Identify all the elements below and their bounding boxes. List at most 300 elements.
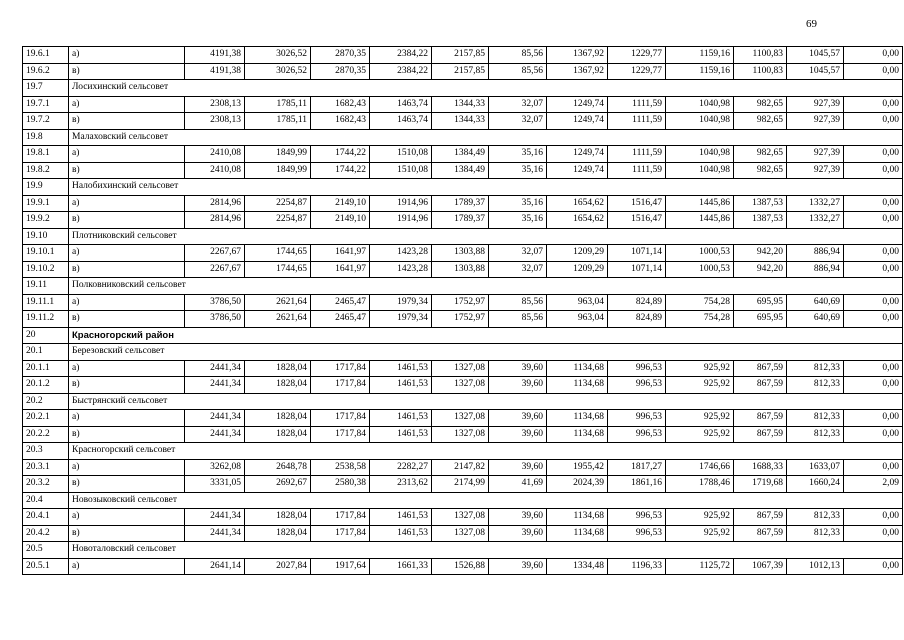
value-cell: 1828,04 (245, 509, 311, 526)
value-cell: 1717,84 (311, 525, 370, 542)
value-cell: 1752,97 (432, 294, 489, 311)
value-cell: 2648,78 (245, 459, 311, 476)
value-cell: 0,00 (844, 245, 903, 262)
value-cell: 1134,68 (547, 410, 608, 427)
row-code: 20.3.1 (23, 459, 69, 476)
row-code: 20.5.1 (23, 558, 69, 575)
row-code: 19.7.2 (23, 113, 69, 130)
value-cell: 2814,96 (185, 195, 245, 212)
row-subtype: а) (69, 47, 185, 64)
value-cell: 1040,98 (666, 113, 734, 130)
value-cell: 1788,46 (666, 476, 734, 493)
row-subtype: в) (69, 162, 185, 179)
row-subtype: а) (69, 195, 185, 212)
value-cell: 1717,84 (311, 426, 370, 443)
value-cell: 996,53 (608, 525, 666, 542)
value-cell: 867,59 (734, 426, 787, 443)
table-row (23, 162, 903, 179)
value-cell: 32,07 (489, 96, 547, 113)
table-row (23, 294, 903, 311)
value-cell: 1849,99 (245, 162, 311, 179)
value-cell: 1134,68 (547, 426, 608, 443)
section-name: Плотниковский сельсовет (69, 228, 903, 245)
row-code: 20.1.1 (23, 360, 69, 377)
value-cell: 2267,67 (185, 245, 245, 262)
value-cell: 1159,16 (666, 47, 734, 64)
value-cell: 0,00 (844, 311, 903, 328)
value-cell: 1463,74 (370, 96, 432, 113)
value-cell: 0,00 (844, 96, 903, 113)
table-row (23, 525, 903, 542)
value-cell: 1633,07 (787, 459, 844, 476)
table-row (23, 459, 903, 476)
value-cell: 1752,97 (432, 311, 489, 328)
row-code: 19.7 (23, 80, 69, 97)
value-cell: 1196,33 (608, 558, 666, 575)
value-cell: 1111,59 (608, 146, 666, 163)
value-cell: 886,94 (787, 261, 844, 278)
value-cell: 0,00 (844, 294, 903, 311)
value-cell: 1979,34 (370, 294, 432, 311)
value-cell: 2441,34 (185, 410, 245, 427)
value-cell: 3786,50 (185, 311, 245, 328)
row-subtype: а) (69, 410, 185, 427)
page-number: 69 (806, 18, 817, 30)
section-header-row (23, 179, 903, 196)
value-cell: 1461,53 (370, 360, 432, 377)
row-code: 20.2.2 (23, 426, 69, 443)
value-cell: 1849,99 (245, 146, 311, 163)
row-code: 20.2 (23, 393, 69, 410)
value-cell: 0,00 (844, 113, 903, 130)
value-cell: 1717,84 (311, 410, 370, 427)
value-cell: 39,60 (489, 509, 547, 526)
value-cell: 2308,13 (185, 96, 245, 113)
value-cell: 2384,22 (370, 47, 432, 64)
table-row (23, 311, 903, 328)
value-cell: 2267,67 (185, 261, 245, 278)
table-row (23, 146, 903, 163)
section-name: Полковниковский сельсовет (69, 278, 903, 295)
value-cell: 2410,08 (185, 162, 245, 179)
section-header-row (23, 542, 903, 559)
value-cell: 1209,29 (547, 245, 608, 262)
section-name: Красногорский сельсовет (69, 443, 903, 460)
table-row (23, 212, 903, 229)
row-code: 20.2.1 (23, 410, 69, 427)
value-cell: 1045,57 (787, 63, 844, 80)
row-code: 19.10 (23, 228, 69, 245)
row-subtype: в) (69, 63, 185, 80)
value-cell: 1861,16 (608, 476, 666, 493)
value-cell: 1040,98 (666, 162, 734, 179)
value-cell: 2157,85 (432, 47, 489, 64)
value-cell: 927,39 (787, 162, 844, 179)
value-cell: 925,92 (666, 360, 734, 377)
value-cell: 1719,68 (734, 476, 787, 493)
value-cell: 2254,87 (245, 212, 311, 229)
section-header-row (23, 393, 903, 410)
table-row (23, 261, 903, 278)
row-code: 19.11.2 (23, 311, 69, 328)
row-code: 20.4.1 (23, 509, 69, 526)
value-cell: 1526,88 (432, 558, 489, 575)
table-row (23, 509, 903, 526)
table-row (23, 558, 903, 575)
row-code: 20.3 (23, 443, 69, 460)
value-cell: 695,95 (734, 294, 787, 311)
value-cell: 996,53 (608, 360, 666, 377)
value-cell: 1000,53 (666, 261, 734, 278)
value-cell: 1955,42 (547, 459, 608, 476)
value-cell: 1510,08 (370, 162, 432, 179)
value-cell: 32,07 (489, 113, 547, 130)
value-cell: 1327,08 (432, 360, 489, 377)
value-cell: 1661,33 (370, 558, 432, 575)
value-cell: 0,00 (844, 509, 903, 526)
value-cell: 35,16 (489, 146, 547, 163)
row-code: 19.10.2 (23, 261, 69, 278)
section-name: Березовский сельсовет (69, 344, 903, 361)
value-cell: 1717,84 (311, 360, 370, 377)
value-cell: 1387,53 (734, 195, 787, 212)
value-cell: 812,33 (787, 426, 844, 443)
value-cell: 1125,72 (666, 558, 734, 575)
value-cell: 1785,11 (245, 113, 311, 130)
value-cell: 1682,43 (311, 96, 370, 113)
value-cell: 41,69 (489, 476, 547, 493)
value-cell: 3026,52 (245, 47, 311, 64)
row-subtype: в) (69, 377, 185, 394)
value-cell: 824,89 (608, 294, 666, 311)
section-header-row (23, 129, 903, 146)
value-cell: 927,39 (787, 96, 844, 113)
value-cell: 85,56 (489, 294, 547, 311)
value-cell: 2870,35 (311, 47, 370, 64)
value-cell: 0,00 (844, 261, 903, 278)
value-cell: 0,00 (844, 47, 903, 64)
section-name: Лосихинский сельсовет (69, 80, 903, 97)
value-cell: 867,59 (734, 377, 787, 394)
value-cell: 996,53 (608, 509, 666, 526)
section-name: Новоталовский сельсовет (69, 542, 903, 559)
value-cell: 2,09 (844, 476, 903, 493)
table-row (23, 47, 903, 64)
value-cell: 85,56 (489, 47, 547, 64)
value-cell: 1461,53 (370, 525, 432, 542)
section-header-row (23, 443, 903, 460)
value-cell: 1209,29 (547, 261, 608, 278)
value-cell: 3262,08 (185, 459, 245, 476)
value-cell: 1000,53 (666, 245, 734, 262)
value-cell: 1660,24 (787, 476, 844, 493)
value-cell: 0,00 (844, 162, 903, 179)
value-cell: 85,56 (489, 63, 547, 80)
value-cell: 1828,04 (245, 410, 311, 427)
row-subtype: а) (69, 558, 185, 575)
value-cell: 695,95 (734, 311, 787, 328)
value-cell: 867,59 (734, 509, 787, 526)
value-cell: 0,00 (844, 426, 903, 443)
value-cell: 812,33 (787, 509, 844, 526)
value-cell: 1654,62 (547, 212, 608, 229)
row-code: 19.11.1 (23, 294, 69, 311)
value-cell: 1249,74 (547, 113, 608, 130)
value-cell: 1111,59 (608, 96, 666, 113)
value-cell: 3331,05 (185, 476, 245, 493)
value-cell: 2384,22 (370, 63, 432, 80)
value-cell: 2254,87 (245, 195, 311, 212)
value-cell: 1516,47 (608, 212, 666, 229)
value-cell: 1746,66 (666, 459, 734, 476)
value-cell: 867,59 (734, 410, 787, 427)
value-cell: 1717,84 (311, 377, 370, 394)
value-cell: 85,56 (489, 311, 547, 328)
row-subtype: в) (69, 113, 185, 130)
value-cell: 1045,57 (787, 47, 844, 64)
value-cell: 1327,08 (432, 426, 489, 443)
value-cell: 2024,39 (547, 476, 608, 493)
value-cell: 1327,08 (432, 410, 489, 427)
table-row (23, 63, 903, 80)
value-cell: 39,60 (489, 525, 547, 542)
value-cell: 1249,74 (547, 162, 608, 179)
row-subtype: в) (69, 261, 185, 278)
value-cell: 1327,08 (432, 509, 489, 526)
value-cell: 1229,77 (608, 47, 666, 64)
section-name: Малаховский сельсовет (69, 129, 903, 146)
value-cell: 996,53 (608, 426, 666, 443)
row-code: 19.6.1 (23, 47, 69, 64)
row-code: 20.1.2 (23, 377, 69, 394)
value-cell: 35,16 (489, 195, 547, 212)
value-cell: 812,33 (787, 525, 844, 542)
value-cell: 39,60 (489, 558, 547, 575)
row-code: 20 (23, 327, 69, 344)
value-cell: 1159,16 (666, 63, 734, 80)
value-cell: 812,33 (787, 377, 844, 394)
row-code: 19.6.2 (23, 63, 69, 80)
row-code: 20.4.2 (23, 525, 69, 542)
row-code: 20.5 (23, 542, 69, 559)
row-code: 19.8.2 (23, 162, 69, 179)
value-cell: 39,60 (489, 426, 547, 443)
value-cell: 1134,68 (547, 360, 608, 377)
row-code: 19.8.1 (23, 146, 69, 163)
value-cell: 1979,34 (370, 311, 432, 328)
value-cell: 2465,47 (311, 294, 370, 311)
value-cell: 1229,77 (608, 63, 666, 80)
value-cell: 2441,34 (185, 360, 245, 377)
value-cell: 2410,08 (185, 146, 245, 163)
value-cell: 2149,10 (311, 195, 370, 212)
value-cell: 2465,47 (311, 311, 370, 328)
table-row (23, 113, 903, 130)
value-cell: 1111,59 (608, 113, 666, 130)
value-cell: 3026,52 (245, 63, 311, 80)
value-cell: 812,33 (787, 410, 844, 427)
section-header-row (23, 492, 903, 509)
value-cell: 1332,27 (787, 195, 844, 212)
value-cell: 1134,68 (547, 509, 608, 526)
value-cell: 39,60 (489, 360, 547, 377)
row-subtype: в) (69, 212, 185, 229)
value-cell: 1445,86 (666, 195, 734, 212)
row-subtype: в) (69, 426, 185, 443)
value-cell: 3786,50 (185, 294, 245, 311)
value-cell: 1688,33 (734, 459, 787, 476)
value-cell: 1249,74 (547, 146, 608, 163)
value-cell: 886,94 (787, 245, 844, 262)
value-cell: 2149,10 (311, 212, 370, 229)
row-code: 19.10.1 (23, 245, 69, 262)
row-subtype: а) (69, 245, 185, 262)
value-cell: 1134,68 (547, 377, 608, 394)
value-cell: 2441,34 (185, 377, 245, 394)
table-row (23, 426, 903, 443)
value-cell: 35,16 (489, 162, 547, 179)
value-cell: 1071,14 (608, 245, 666, 262)
value-cell: 1332,27 (787, 212, 844, 229)
value-cell: 1510,08 (370, 146, 432, 163)
row-code: 19.9.2 (23, 212, 69, 229)
value-cell: 982,65 (734, 146, 787, 163)
value-cell: 1367,92 (547, 47, 608, 64)
value-cell: 0,00 (844, 525, 903, 542)
row-subtype: в) (69, 525, 185, 542)
value-cell: 2308,13 (185, 113, 245, 130)
value-cell: 1828,04 (245, 377, 311, 394)
value-cell: 1100,83 (734, 47, 787, 64)
row-subtype: а) (69, 509, 185, 526)
table-row (23, 377, 903, 394)
section-name: Новозыковский сельсовет (69, 492, 903, 509)
value-cell: 982,65 (734, 96, 787, 113)
table-row (23, 96, 903, 113)
value-cell: 1461,53 (370, 426, 432, 443)
value-cell: 0,00 (844, 195, 903, 212)
value-cell: 867,59 (734, 360, 787, 377)
value-cell: 1111,59 (608, 162, 666, 179)
row-code: 20.1 (23, 344, 69, 361)
value-cell: 2441,34 (185, 525, 245, 542)
value-cell: 942,20 (734, 245, 787, 262)
row-code: 19.8 (23, 129, 69, 146)
value-cell: 1914,96 (370, 195, 432, 212)
value-cell: 1387,53 (734, 212, 787, 229)
value-cell: 1917,64 (311, 558, 370, 575)
value-cell: 1334,48 (547, 558, 608, 575)
value-cell: 927,39 (787, 146, 844, 163)
value-cell: 1744,65 (245, 245, 311, 262)
value-cell: 982,65 (734, 162, 787, 179)
value-cell: 1682,43 (311, 113, 370, 130)
section-name: Быстрянский сельсовет (69, 393, 903, 410)
row-code: 19.11 (23, 278, 69, 295)
value-cell: 1344,33 (432, 96, 489, 113)
value-cell: 2580,38 (311, 476, 370, 493)
value-cell: 35,16 (489, 212, 547, 229)
value-cell: 1461,53 (370, 509, 432, 526)
value-cell: 2870,35 (311, 63, 370, 80)
section-name: Налобихинский сельсовет (69, 179, 903, 196)
value-cell: 0,00 (844, 558, 903, 575)
district-name: Красногорский район (69, 327, 903, 344)
value-cell: 0,00 (844, 410, 903, 427)
value-cell: 1744,22 (311, 162, 370, 179)
value-cell: 1327,08 (432, 525, 489, 542)
value-cell: 996,53 (608, 410, 666, 427)
value-cell: 1641,97 (311, 261, 370, 278)
value-cell: 1461,53 (370, 410, 432, 427)
district-header-row (23, 327, 903, 344)
value-cell: 925,92 (666, 525, 734, 542)
section-header-row (23, 228, 903, 245)
value-cell: 1100,83 (734, 63, 787, 80)
row-code: 20.4 (23, 492, 69, 509)
value-cell: 996,53 (608, 377, 666, 394)
value-cell: 1744,65 (245, 261, 311, 278)
value-cell: 1461,53 (370, 377, 432, 394)
value-cell: 1249,74 (547, 96, 608, 113)
value-cell: 1367,92 (547, 63, 608, 80)
tariff-table (22, 46, 903, 575)
value-cell: 4191,38 (185, 63, 245, 80)
value-cell: 32,07 (489, 261, 547, 278)
value-cell: 1327,08 (432, 377, 489, 394)
value-cell: 2441,34 (185, 426, 245, 443)
value-cell: 963,04 (547, 311, 608, 328)
value-cell: 2621,64 (245, 311, 311, 328)
value-cell: 1384,49 (432, 146, 489, 163)
row-code: 20.3.2 (23, 476, 69, 493)
row-code: 19.9 (23, 179, 69, 196)
row-code: 19.7.1 (23, 96, 69, 113)
value-cell: 812,33 (787, 360, 844, 377)
value-cell: 1641,97 (311, 245, 370, 262)
row-code: 19.9.1 (23, 195, 69, 212)
value-cell: 925,92 (666, 410, 734, 427)
value-cell: 1071,14 (608, 261, 666, 278)
table-row (23, 476, 903, 493)
value-cell: 2282,27 (370, 459, 432, 476)
value-cell: 2641,14 (185, 558, 245, 575)
value-cell: 1828,04 (245, 525, 311, 542)
value-cell: 1817,27 (608, 459, 666, 476)
value-cell: 39,60 (489, 377, 547, 394)
value-cell: 1463,74 (370, 113, 432, 130)
value-cell: 1717,84 (311, 509, 370, 526)
value-cell: 4191,38 (185, 47, 245, 64)
value-cell: 0,00 (844, 377, 903, 394)
value-cell: 2692,67 (245, 476, 311, 493)
row-subtype: а) (69, 96, 185, 113)
value-cell: 925,92 (666, 377, 734, 394)
value-cell: 824,89 (608, 311, 666, 328)
value-cell: 1012,13 (787, 558, 844, 575)
value-cell: 1040,98 (666, 146, 734, 163)
value-cell: 1789,37 (432, 195, 489, 212)
table-body (23, 47, 903, 575)
value-cell: 0,00 (844, 459, 903, 476)
value-cell: 1384,49 (432, 162, 489, 179)
value-cell: 640,69 (787, 294, 844, 311)
row-subtype: а) (69, 360, 185, 377)
value-cell: 0,00 (844, 212, 903, 229)
value-cell: 1828,04 (245, 360, 311, 377)
value-cell: 1423,28 (370, 245, 432, 262)
value-cell: 39,60 (489, 459, 547, 476)
